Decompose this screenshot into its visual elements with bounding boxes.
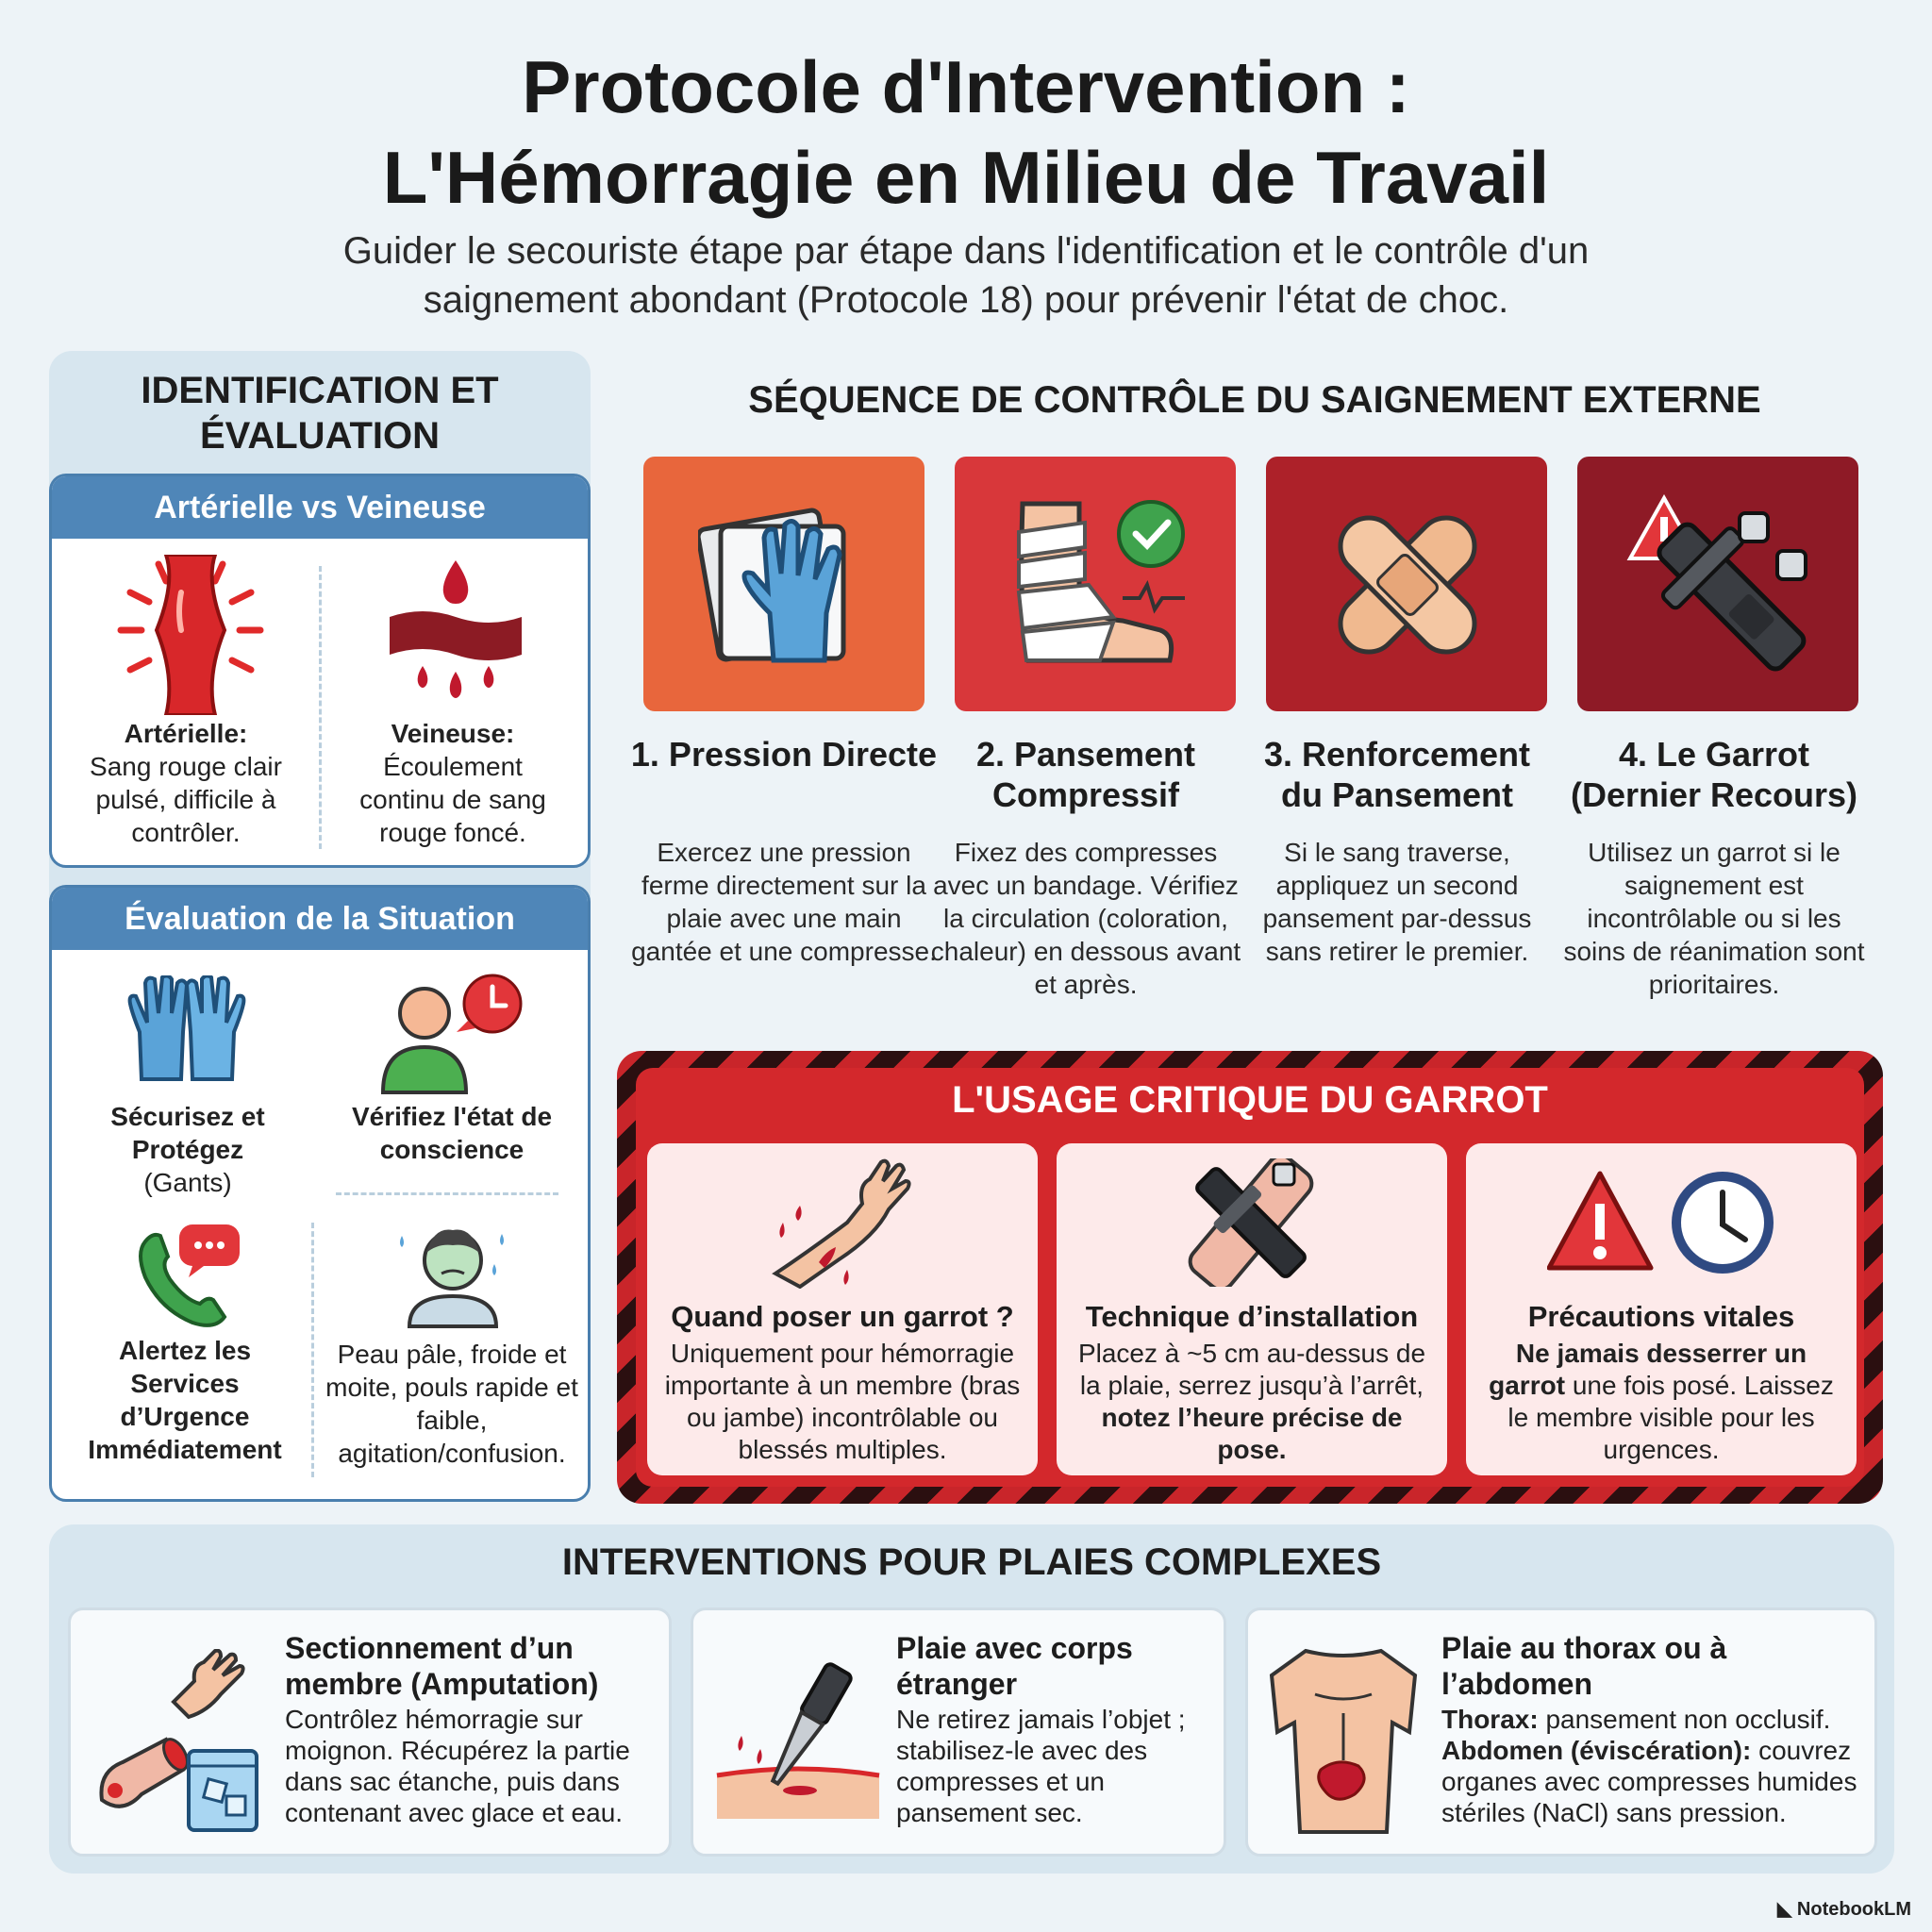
tourniquet-technique-title: Technique d’installation [1085,1300,1419,1333]
venous-desc: Écoulement continu de sang rouge foncé. [359,752,546,847]
foreign-body-desc: Ne retirez jamais l’objet ; stabilisez-le avec des compresses et un pansement sec. [896,1705,1186,1827]
artery-icon [111,555,270,715]
brand-label: NotebookLM [1796,1899,1911,1920]
abdomen-text: couvrez organes avec compresses humides stériles (NaCl) sans pression. [1441,1736,1857,1827]
thorax-desc [1441,1704,1866,1828]
tourniquet-on-limb-icon [1185,1158,1317,1287]
divider [319,566,322,849]
shock-signs-text: Peau pâle, froide et moite, pouls rapide et faible, agitation/confusion. [325,1340,578,1468]
glove-compress-icon [698,500,877,670]
notebooklm-icon: ◣ [1776,1899,1792,1920]
tourniquet-warning-icon [1626,494,1815,679]
secure-label: Sécurisez et Protégez [110,1102,265,1164]
technique-bold: notez l’heure précise de pose. [1101,1403,1403,1464]
crossed-bandages-icon [1321,498,1494,672]
page-title [0,42,1932,223]
vein-icon [385,560,526,702]
identification-title-line-1: IDENTIFICATION ET [141,370,499,411]
subtitle-line-1: Guider le secouriste étape par étape dans l'identification et le contrôle d'un [342,230,1590,272]
tourniquet-title: L'USAGE CRITIQUE DU GARROT [952,1079,1548,1121]
step-4-desc: Utilisez un garrot si le saignement est incontrôlable ou si les soins de réanimation sont prioritaires. [1563,838,1865,999]
step-3-title: 3. Renforcement du Pansement [1263,735,1531,814]
amputation-desc: Contrôlez hémorragie sur moignon. Récupérez la partie dans sac étanche, puis dans contenant avec glace et eau. [285,1705,630,1827]
divider [336,1192,558,1195]
person-clock-icon [377,972,528,1094]
secure-text [81,1100,294,1199]
phone-icon [132,1224,245,1330]
situation-header: Évaluation de la Situation [52,888,588,950]
tourniquet-precautions-title: Précautions vitales [1527,1300,1795,1333]
sequence-title: SÉQUENCE DE CONTRÔLE DU SAIGNEMENT EXTERNE [748,379,1761,421]
identification-title [49,368,591,458]
foreign-body-title: Plaie avec corps étranger [896,1631,1133,1701]
foreign-body-icon [713,1658,883,1819]
tourniquet-precautions-desc [1466,1338,1857,1466]
title-line-1: Protocole d'Intervention : [522,45,1410,128]
gloves-icon [123,975,251,1089]
thorax-title: Plaie au thorax ou à l’abdomen [1441,1631,1727,1701]
divider [311,1223,314,1477]
technique-plain: Placez à ~5 cm au-dessus de la plaie, serrez jusqu’à l’arrêt, [1077,1339,1426,1400]
arterial-desc: Sang rouge clair pulsé, difficile à contrôler. [90,752,282,847]
bleeding-type-header: Artérielle vs Veineuse [52,476,588,539]
title-line-2: L'Hémorragie en Milieu de Travail [382,136,1550,219]
precautions-plain: une fois posé. Laissez le membre visible pour les urgences. [1507,1371,1834,1464]
precautions-bold: Ne jamais desserrer un garrot [1489,1339,1807,1400]
bandaged-foot-icon [1009,494,1198,674]
step-4-title: 4. Le Garrot (Dernier Recours) [1570,735,1858,814]
alert-services-text: Alertez les Services d’Urgence Immédiatement [88,1336,282,1464]
amputation-title: Sectionnement d’un membre (Amputation) [285,1631,599,1701]
tourniquet-when-desc: Uniquement pour hémorragie importante à un membre (bras ou jambe) incontrôlable ou blessés multiples. [664,1339,1021,1464]
tourniquet-technique-desc [1057,1338,1447,1466]
venous-label: Veineuse: [391,719,515,748]
check-consciousness-text: Vérifiez l'état de conscience [351,1102,553,1164]
subtitle-line-2: saignement abondant (Protocole 18) pour prévenir l'état de choc. [423,279,1509,321]
notebooklm-logo [1777,1897,1911,1921]
arterial-label: Artérielle: [124,719,248,748]
pale-person-icon [396,1217,509,1328]
arterial-text [68,717,304,849]
step-2-title: 2. Pansement Compressif [975,735,1196,814]
amputation-icon [94,1649,264,1838]
step-1-desc: Exercez une pression ferme directement sur la plaie avec une main gantée et une compresse. [631,838,937,966]
abdomen-label: Abdomen (éviscération): [1441,1736,1752,1765]
step-2-desc: Fixez des compresses avec un bandage. Vérifiez la circulation (coloration, chaleur) en dessous avant et après. [930,838,1241,999]
step-3-desc: Si le sang traverse, appliquez un second pansement par-dessus sans retirer le premier. [1262,838,1532,966]
identification-title-line-2: ÉVALUATION [199,415,441,457]
venous-text [340,717,566,849]
tourniquet-when-title: Quand poser un garrot ? [671,1300,1014,1333]
thorax-text: pansement non occlusif. [1545,1705,1831,1734]
warning-clock-icon [1547,1170,1779,1275]
step-1-title: 1. Pression Directe [630,735,938,774]
page-subtitle [170,226,1762,325]
secure-sub: (Gants) [143,1168,232,1197]
complex-wounds-title: INTERVENTIONS POUR PLAIES COMPLEXES [561,1541,1382,1583]
torso-icon [1268,1647,1419,1840]
bleeding-arm-icon [772,1157,913,1289]
thorax-label: Thorax: [1441,1705,1539,1734]
